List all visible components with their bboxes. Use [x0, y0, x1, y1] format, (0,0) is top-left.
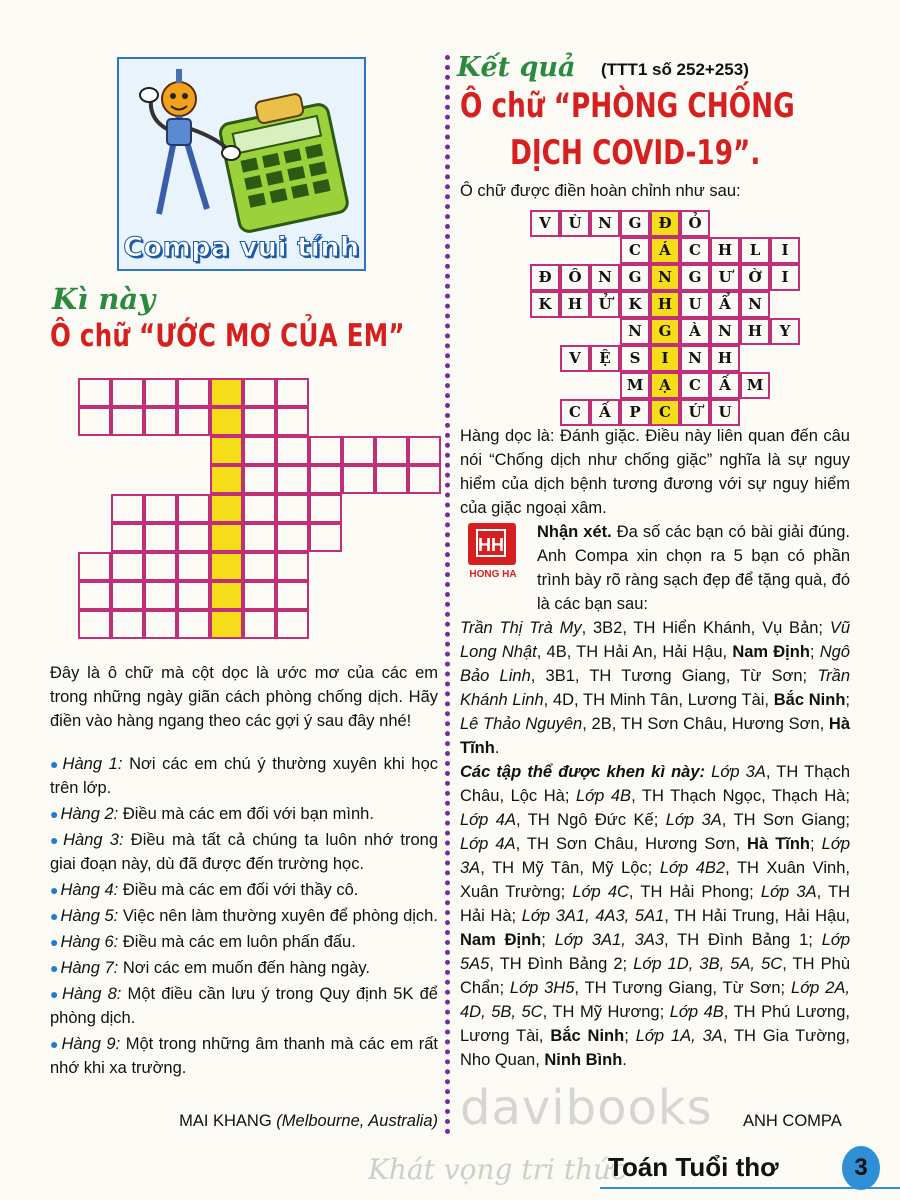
clue-text: Một trong những âm thanh mà các em rất nhớ khi xa trường. — [50, 1035, 439, 1077]
class-name: Lớp 3A — [460, 835, 850, 877]
solved-cell: I — [770, 237, 800, 264]
collective-list — [460, 763, 850, 1069]
grid-cell — [78, 407, 111, 436]
solved-cell: Á — [650, 237, 680, 264]
grid-cell — [309, 523, 342, 552]
winner-name: Trần Thị Trà My — [460, 619, 582, 637]
grid-cell — [243, 523, 276, 552]
class-name: Lớp 4A — [460, 811, 516, 829]
solved-cell: Đ — [530, 264, 560, 291]
winner-end: ; — [845, 691, 850, 709]
clue-list — [50, 752, 438, 1082]
author-place: (Melbourne, Australia) — [276, 1112, 438, 1130]
solved-cell: Ệ — [590, 345, 620, 372]
solved-cell: G — [620, 264, 650, 291]
class-name: Lớp 4A — [460, 835, 516, 853]
class-name: Lớp 2A, 4D, 5B, 5C — [460, 979, 850, 1021]
clue-item — [50, 982, 438, 1030]
school-name: , TH Hải Phong; — [628, 883, 761, 901]
grid-cell — [111, 610, 144, 639]
separator: ; — [624, 1027, 636, 1045]
grid-cell — [276, 378, 309, 407]
background-decoration — [360, 380, 370, 420]
grid-cell — [210, 523, 243, 552]
winner-detail: , 3B2, TH Hiển Khánh, Vụ Bản; — [581, 619, 830, 637]
grid-cell — [177, 523, 210, 552]
school-name: , TH Đình Bảng 1; — [664, 931, 822, 949]
class-name: Lớp 4B2 — [659, 859, 726, 877]
collective-label: Các tập thể được khen kì này: — [460, 763, 706, 781]
clue-label: Hàng 8: — [62, 985, 128, 1003]
bullet-icon: ● — [50, 1036, 60, 1052]
clue-label: Hàng 6: — [60, 933, 123, 951]
section-label-this-issue: Kì này — [52, 282, 156, 316]
grid-cell — [210, 552, 243, 581]
solved-cell: C — [560, 399, 590, 426]
winner-province: Bắc Ninh — [773, 691, 846, 709]
solved-cell: N — [590, 210, 620, 237]
puzzle-title: Ô chữ “ƯỚC MƠ CỦA EM” — [50, 318, 405, 354]
solved-cell: G — [650, 318, 680, 345]
school-name: , TH Sơn Châu, Hương Sơn, — [515, 835, 748, 853]
separator: ; — [541, 931, 555, 949]
grid-cell — [276, 494, 309, 523]
grid-cell — [342, 436, 375, 465]
solved-cell: Ẩ — [710, 291, 740, 318]
grid-cell — [375, 436, 408, 465]
solved-cell: Ô — [560, 264, 590, 291]
grid-cell — [144, 407, 177, 436]
watermark: davibooks — [460, 1080, 713, 1136]
solved-cell: C — [680, 372, 710, 399]
review-paragraph — [537, 520, 850, 616]
grid-cell — [78, 552, 111, 581]
class-name: Lớp 5A5 — [460, 931, 851, 973]
grid-cell — [276, 436, 309, 465]
clue-label: Hàng 9: — [61, 1035, 126, 1053]
solved-cell: U — [680, 291, 710, 318]
winner-province: Nam Định — [732, 643, 810, 661]
bullet-icon: ● — [50, 908, 59, 924]
clue-text: Nơi các em muốn đến hàng ngày. — [122, 959, 370, 977]
bullet-icon: ● — [50, 986, 61, 1002]
winner-name: Ngô Bảo Linh — [460, 643, 850, 685]
magazine-name: Toán Tuổi thơ — [608, 1152, 779, 1182]
winner-detail: , 4D, TH Minh Tân, Lương Tài, — [543, 691, 774, 709]
grid-cell — [144, 494, 177, 523]
grid-cell — [177, 378, 210, 407]
page-number: 3 — [842, 1146, 880, 1190]
grid-cell — [342, 465, 375, 494]
school-name: , TH Tương Giang, Từ Sơn; — [574, 979, 792, 997]
footer-rule — [600, 1187, 900, 1189]
clue-text: Điều mà các em đối với bạn mình. — [122, 805, 374, 823]
grid-cell — [210, 407, 243, 436]
solved-cell: C — [620, 237, 650, 264]
solved-cell: H — [710, 237, 740, 264]
clue-text: Nơi các em chú ý thường xuyên khi học trên lớp. — [50, 755, 438, 797]
grid-cell — [309, 494, 342, 523]
school-name: , TH Đình Bảng 2; — [489, 955, 634, 973]
winner-detail: , 3B1, TH Tương Giang, Từ Sơn; — [530, 667, 818, 685]
puzzle-intro: Đây là ô chữ mà cột dọc là ước mơ của các em trong những ngày giãn cách phòng chống dịch. Hãy điền vào hàng ngang theo các gợi ý sau đây nhé! — [50, 664, 438, 730]
grid-cell — [210, 378, 243, 407]
school-name: , TH Hải Hà; — [460, 883, 851, 925]
grid-cell — [111, 494, 144, 523]
solved-cell: K — [620, 291, 650, 318]
winner-province: Hà Tĩnh — [460, 715, 850, 757]
clue-label: Hàng 4: — [60, 881, 123, 899]
grid-cell — [243, 436, 276, 465]
hong-ha-name: HONG HA — [469, 569, 517, 580]
clue-item — [50, 930, 438, 954]
solved-intro: Ô chữ được điền hoàn chỉnh như sau: — [460, 182, 741, 200]
clue-label: Hàng 2: — [60, 805, 123, 823]
grid-cell — [144, 610, 177, 639]
solved-cell: N — [680, 345, 710, 372]
solved-cell: Ỏ — [680, 210, 710, 237]
class-name: Lớp 3A — [665, 811, 722, 829]
solved-cell: N — [710, 318, 740, 345]
clue-label: Hàng 3: — [63, 831, 131, 849]
solved-cell: M — [740, 372, 770, 399]
bullet-icon: ● — [50, 756, 61, 772]
clue-item — [50, 802, 438, 826]
class-name: Lớp 4C — [572, 883, 629, 901]
solved-cell: L — [740, 237, 770, 264]
bullet-icon: ● — [50, 806, 59, 822]
vertical-answer-explanation: Hàng dọc là: Đánh giặc. Điều này liên quan đến câu nói “Chống dịch như chống giặc” nghĩa là sự nguy hiểm của dịch bệnh tương đương với sự nguy hiểm của giặc ngoại xâm. — [460, 427, 850, 517]
solved-cell: V — [560, 345, 590, 372]
collective-praise — [460, 760, 850, 1072]
separator: ; — [810, 835, 822, 853]
grid-cell — [408, 436, 441, 465]
solved-cell: H — [650, 291, 680, 318]
grid-cell — [243, 610, 276, 639]
solved-cell: Ư — [710, 264, 740, 291]
grid-cell — [375, 465, 408, 494]
clue-item — [50, 1032, 438, 1080]
solved-cell: H — [710, 345, 740, 372]
grid-cell — [243, 407, 276, 436]
results-author: ANH COMPA — [743, 1112, 842, 1130]
grid-cell — [177, 494, 210, 523]
solved-cell: N — [650, 264, 680, 291]
grid-cell — [276, 465, 309, 494]
bullet-icon: ● — [50, 832, 62, 848]
province-name: Nam Định — [460, 931, 542, 949]
solved-cell: À — [680, 318, 710, 345]
class-name: Lớp 3A — [760, 883, 817, 901]
solved-cell: Ấ — [590, 399, 620, 426]
clue-text: Điều mà các em đối với thầy cô. — [122, 881, 359, 899]
solved-cell: C — [650, 399, 680, 426]
hong-ha-icon — [468, 523, 516, 565]
grid-cell — [111, 552, 144, 581]
grid-cell — [144, 378, 177, 407]
solved-cell: Đ — [650, 210, 680, 237]
class-name: Lớp 3A1, 3A3 — [554, 931, 665, 949]
grid-cell — [309, 465, 342, 494]
winner-end: . — [494, 739, 500, 757]
school-name: , TH Phù Chẩn; — [460, 955, 850, 997]
grid-cell — [111, 378, 144, 407]
grid-cell — [243, 494, 276, 523]
puzzle-author — [50, 1112, 438, 1131]
solved-cell: N — [620, 318, 650, 345]
grid-cell — [276, 552, 309, 581]
winner-detail: , 2B, TH Sơn Châu, Hương Sơn, — [582, 715, 829, 733]
solved-cell: M — [620, 372, 650, 399]
issue-reference: (TTT1 số 252+253) — [601, 60, 749, 79]
clue-text: Một điều cần lưu ý trong Quy định 5K để phòng dịch. — [50, 985, 438, 1027]
solved-cell: Y — [770, 318, 800, 345]
clue-item — [50, 828, 438, 876]
clue-text: Điều mà tất cả chúng ta luôn nhớ trong giai đoạn này, dù đã được đến trường học. — [50, 831, 438, 873]
grid-cell — [243, 465, 276, 494]
grid-cell — [144, 581, 177, 610]
solved-cell: G — [620, 210, 650, 237]
grid-cell — [144, 523, 177, 552]
bullet-icon: ● — [50, 934, 59, 950]
solved-cell: Ử — [590, 291, 620, 318]
winner-detail: , 4B, TH Hải An, Hải Hậu, — [536, 643, 733, 661]
solved-cell: Ấ — [710, 372, 740, 399]
school-name: , TH Sơn Giang; — [721, 811, 851, 829]
school-name: , TH Xuân Vinh, Xuân Trường; — [460, 859, 850, 901]
clue-text: Điều mà các em luôn phấn đấu. — [122, 933, 356, 951]
solved-cell: H — [740, 318, 770, 345]
grid-cell — [276, 610, 309, 639]
province-name: Bắc Ninh — [550, 1027, 625, 1045]
clue-item — [50, 904, 438, 928]
solved-cell: G — [680, 264, 710, 291]
clue-label: Hàng 1: — [62, 755, 130, 773]
clue-label: Hàng 7: — [60, 959, 123, 977]
class-name: Lớp 3A — [711, 763, 766, 781]
review-text: Đa số các bạn có bài giải đúng. Anh Compa xin chọn ra 5 bạn có phần trình bày rõ ràng sạch đẹp để tặng quà, đó là các bạn sau: — [537, 523, 850, 613]
clue-text: Việc nên làm thường xuyên để phòng dịch. — [122, 907, 438, 925]
solved-cell: Ù — [560, 210, 590, 237]
grid-cell — [111, 407, 144, 436]
grid-cell — [78, 610, 111, 639]
class-name: Lớp 3A1, 4A3, 5A1 — [521, 907, 665, 925]
solved-cell: H — [560, 291, 590, 318]
grid-cell — [243, 552, 276, 581]
grid-cell — [210, 436, 243, 465]
grid-cell — [177, 552, 210, 581]
clue-label: Hàng 5: — [60, 907, 123, 925]
compass-mascot-illustration — [119, 59, 364, 239]
grid-cell — [78, 581, 111, 610]
solved-cell: Ờ — [740, 264, 770, 291]
school-name: , TH Ngô Đức Kế; — [515, 811, 666, 829]
province-name: Hà Tĩnh — [747, 835, 811, 853]
grid-cell — [78, 378, 111, 407]
solved-cell: K — [530, 291, 560, 318]
watermark-tagline: Khát vọng tri thức — [368, 1153, 627, 1186]
hong-ha-mark: HH — [476, 529, 506, 557]
grid-cell — [276, 581, 309, 610]
school-name: , TH Phú Lương, Lương Tài, — [460, 1003, 850, 1045]
column-divider — [445, 55, 450, 1135]
solved-cell: N — [590, 264, 620, 291]
winner-name: Lê Thảo Nguyên — [460, 715, 583, 733]
school-name: , TH Thạch Châu, Lộc Hà; — [460, 763, 850, 805]
section-label-results: Kết quả — [457, 52, 576, 83]
class-name: Lớp 4B — [575, 787, 632, 805]
solved-cell: Ứ — [680, 399, 710, 426]
grid-cell — [309, 436, 342, 465]
grid-cell — [210, 610, 243, 639]
grid-cell — [243, 378, 276, 407]
clue-item — [50, 752, 438, 800]
grid-cell — [111, 581, 144, 610]
solved-cell: V — [530, 210, 560, 237]
separator: . — [622, 1051, 627, 1069]
school-name: , TH Thạch Ngọc, Thạch Hà; — [631, 787, 851, 805]
author-name: MAI KHANG — [179, 1112, 272, 1130]
class-name: Lớp 1A, 3A — [635, 1027, 723, 1045]
solved-cell: S — [620, 345, 650, 372]
winner-name: Trần Khánh Linh — [460, 667, 851, 709]
class-name: Lớp 3H5 — [509, 979, 575, 997]
logo-caption: Compa vui tính — [123, 232, 360, 263]
results-title-line-2: DỊCH COVID-19”. — [510, 133, 761, 173]
class-name: Lớp 4B — [669, 1003, 724, 1021]
clue-item — [50, 956, 438, 980]
grid-cell — [408, 465, 441, 494]
grid-cell — [210, 581, 243, 610]
results-title-line-1: Ô chữ “PHÒNG CHỐNG — [460, 86, 795, 126]
bullet-icon: ● — [50, 882, 59, 898]
winner-name: Vũ Long Nhật — [460, 619, 850, 661]
school-name: , TH Mỹ Tân, Mỹ Lộc; — [480, 859, 660, 877]
review-label: Nhận xét. — [537, 523, 612, 541]
bullet-icon: ● — [50, 960, 59, 976]
clue-item — [50, 878, 438, 902]
grid-cell — [276, 523, 309, 552]
solved-cell: I — [650, 345, 680, 372]
school-name: , TH Mỹ Hương; — [542, 1003, 670, 1021]
province-name: Ninh Bình — [544, 1051, 623, 1069]
grid-cell — [177, 407, 210, 436]
solved-cell: I — [770, 264, 800, 291]
solved-cell: N — [740, 291, 770, 318]
school-name: , TH Hải Trung, Hải Hậu, — [664, 907, 850, 925]
school-name: , TH Gia Tường, Nho Quan, — [460, 1027, 850, 1069]
hong-ha-sponsor-logo — [462, 523, 524, 585]
winner-end: ; — [809, 643, 820, 661]
solved-cell: C — [680, 237, 710, 264]
grid-cell — [177, 610, 210, 639]
grid-cell — [144, 552, 177, 581]
compa-vui-tinh-logo — [117, 57, 366, 271]
grid-cell — [243, 581, 276, 610]
class-name: Lớp 1D, 3B, 5A, 5C — [633, 955, 783, 973]
grid-cell — [177, 581, 210, 610]
grid-cell — [210, 465, 243, 494]
grid-cell — [111, 523, 144, 552]
grid-cell — [276, 407, 309, 436]
solved-cell: U — [710, 399, 740, 426]
grid-cell — [210, 494, 243, 523]
solved-cell: P — [620, 399, 650, 426]
solved-cell: Ạ — [650, 372, 680, 399]
winner-list — [460, 616, 850, 760]
